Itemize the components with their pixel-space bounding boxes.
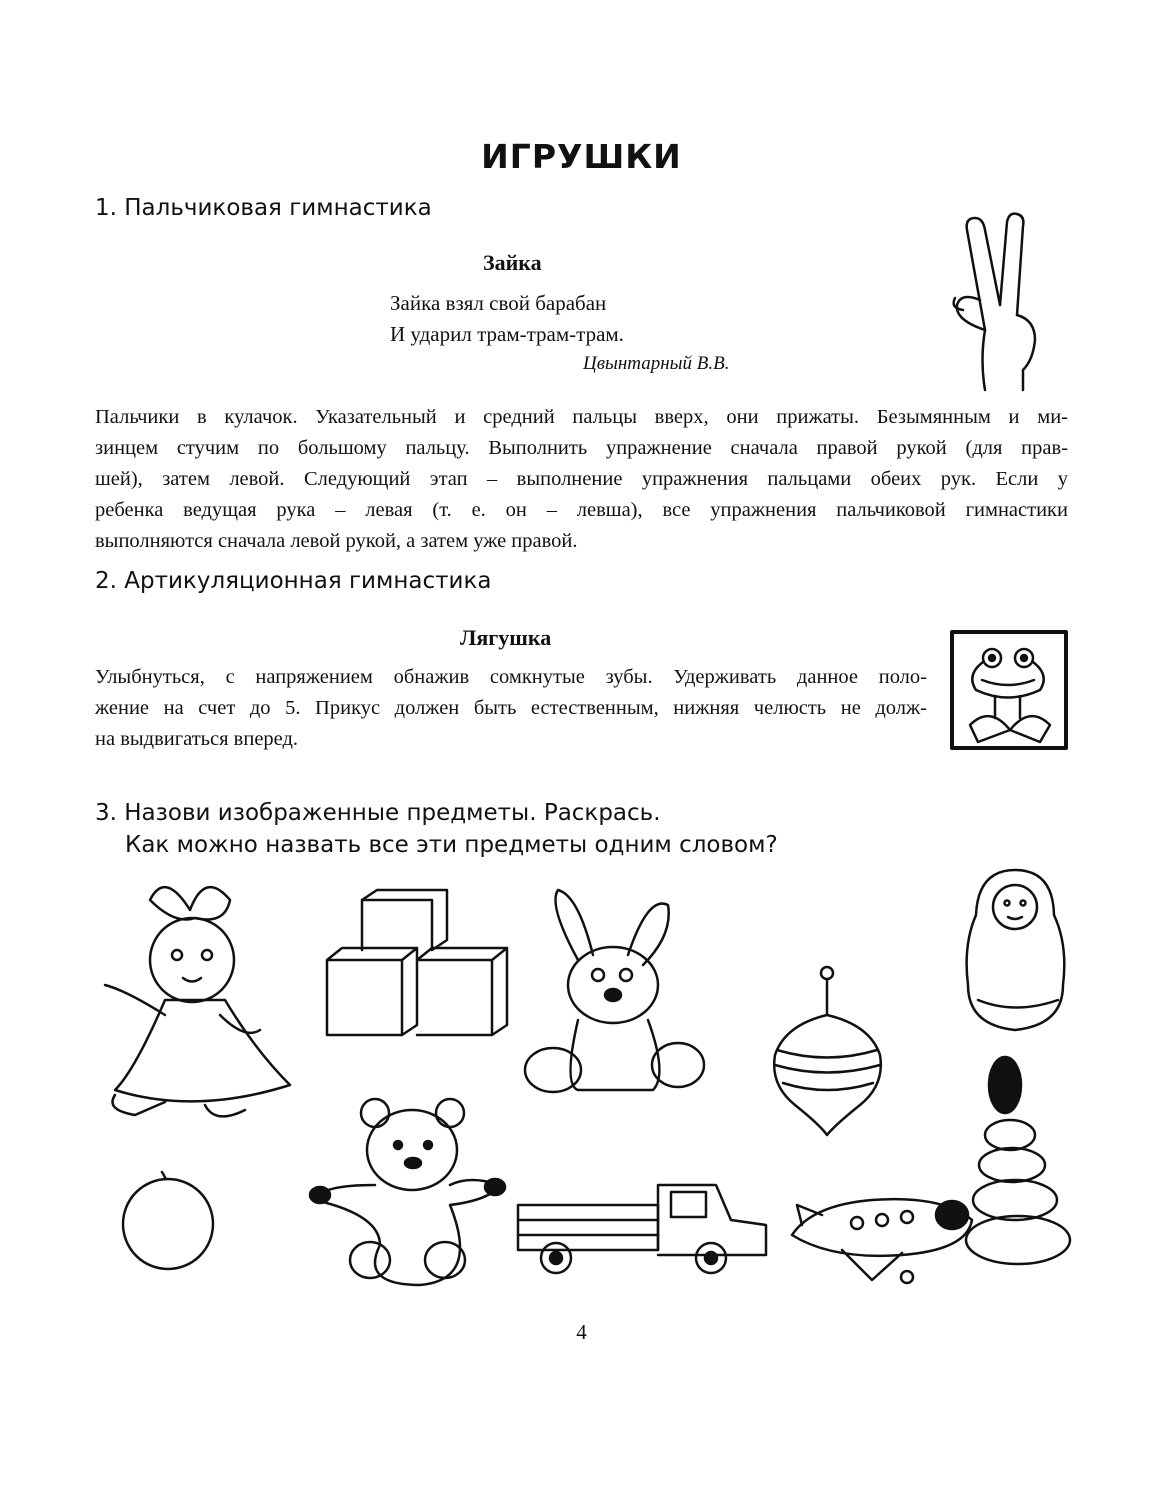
paragraph-line: зинцем стучим по большому пальцу. Выполнить упражнение сначала правой рукой (для прав- xyxy=(95,437,1068,459)
doll-picture xyxy=(95,870,300,1125)
paragraph-line: шей), затем левой. Следующий этап – выполнение упражнения пальцами обеих рук. Если у xyxy=(95,468,1068,490)
page-title: ИГРУШКИ xyxy=(481,137,682,176)
airplane-picture xyxy=(782,1165,982,1285)
teddy-bear-picture xyxy=(300,1095,510,1290)
frog-icon xyxy=(950,630,1068,750)
truck-picture xyxy=(516,1180,771,1280)
spinning-top-picture xyxy=(765,965,895,1145)
paragraph-line: на выдвигаться вперед. xyxy=(95,728,299,750)
hand-v-sign-icon xyxy=(945,210,1045,390)
section-2-heading: 2. Артикуляционная гимнастика xyxy=(95,568,492,594)
poem-title: Зайка xyxy=(483,250,542,275)
poem-author: Цвынтарный В.В. xyxy=(583,353,730,374)
poem xyxy=(390,288,624,350)
exercise-title: Лягушка xyxy=(460,625,552,650)
paragraph-line: выполняются сначала левой рукой, а затем уже правой. xyxy=(95,530,578,552)
section-1-paragraph xyxy=(95,402,1068,557)
section-3-heading-line-1: 3. Назови изображенные предметы. Раскрась. xyxy=(95,800,661,826)
poem-line: Зайка взял свой барабан xyxy=(390,291,607,315)
paragraph-line: жение на счет до 5. Прикус должен быть естественным, нижняя челюсть не долж- xyxy=(95,697,927,719)
matryoshka-picture xyxy=(958,865,1073,1035)
bunny-picture xyxy=(518,885,708,1100)
section-1-heading: 1. Пальчиковая гимнастика xyxy=(95,195,432,221)
paragraph-line: Пальчики в кулачок. Указательный и средний пальцы вверх, они прижаты. Безымянным и ми- xyxy=(95,406,1068,428)
section-3-heading-line-2: Как можно назвать все эти предметы одним словом? xyxy=(125,832,778,858)
section-2-paragraph xyxy=(95,662,927,755)
paragraph-line: Улыбнуться, с напряжением обнажив сомкнутые зубы. Удерживать данное поло- xyxy=(95,666,927,688)
page-number: 4 xyxy=(576,1320,587,1344)
paragraph-line: ребенка ведущая рука – левая (т. е. он – левша), все упражнения пальчиковой гимнастики xyxy=(95,499,1068,521)
poem-line: И ударил трам-трам-трам. xyxy=(390,322,624,346)
ball-picture xyxy=(118,1172,218,1272)
blocks-picture xyxy=(322,890,512,1040)
